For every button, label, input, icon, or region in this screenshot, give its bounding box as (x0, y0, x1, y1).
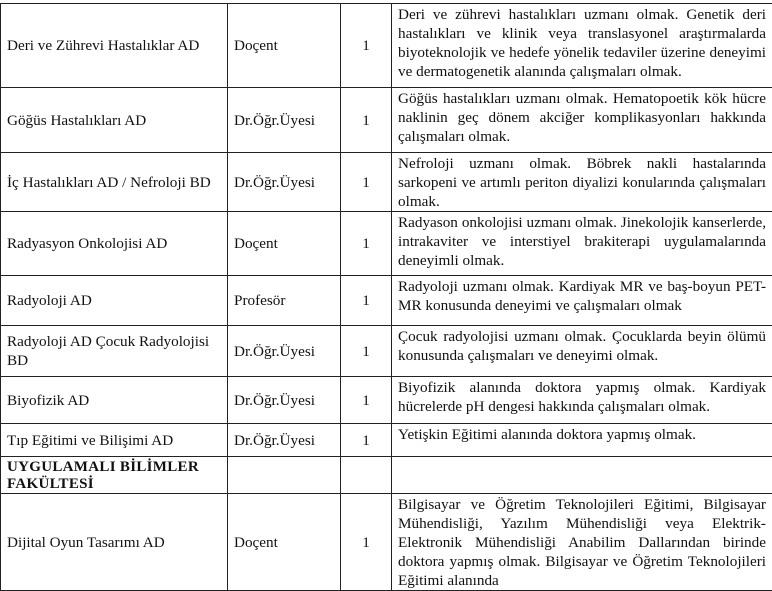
count-cell: 1 (341, 153, 392, 212)
title-cell: Doçent (228, 4, 341, 88)
count-cell: 1 (341, 276, 392, 326)
title-cell: Dr.Öğr.Üyesi (228, 424, 341, 457)
count-cell: 1 (341, 377, 392, 424)
count-cell: 1 (341, 88, 392, 153)
table-row (1, 212, 772, 276)
requirements-cell: Radyason onkolojisi uzmanı olmak. Jinekolojik kanserlerde, intrakaviter ve interstiyel brakiterapi uygulamalarında deneyimli olmak. (392, 212, 772, 276)
count-cell (341, 457, 392, 494)
table-row (1, 326, 772, 377)
requirements-cell: Nefroloji uzmanı olmak. Böbrek nakli hastalarında sarkopeni ve artımlı periton diyalizi konularında çalışmaları olmak. (392, 153, 772, 212)
requirements-cell: Göğüs hastalıkları uzmanı olmak. Hematopoetik kök hücre naklinin geç dönem akciğer komplikasyonları hakkında çalışmaları olmak. (392, 88, 772, 153)
requirements-cell: Bilgisayar ve Öğretim Teknolojileri Eğitimi, Bilgisayar Mühendisliği, Yazılım Mühendisliği veya Elektrik-Elektronik Mühendisliği Anabilim Dallarından birinde doktora yapmış olmak. Bilgisayar ve Öğretim Teknolojileri Eğitimi alanında (392, 494, 772, 591)
title-cell: Dr.Öğr.Üyesi (228, 153, 341, 212)
title-cell: Profesör (228, 276, 341, 326)
requirements-cell: Radyoloji uzmanı olmak. Kardiyak MR ve baş-boyun PET-MR konusunda deneyimi ve çalışmaları olmak (392, 276, 772, 326)
department-cell: Göğüs Hastalıkları AD (1, 88, 228, 153)
department-cell: Radyasyon Onkolojisi AD (1, 212, 228, 276)
table-row (1, 424, 772, 457)
department-cell: Tıp Eğitimi ve Bilişimi AD (1, 424, 228, 457)
count-cell: 1 (341, 494, 392, 591)
department-cell: Radyoloji AD (1, 276, 228, 326)
department-cell: Biyofizik AD (1, 377, 228, 424)
faculty-header-row (1, 457, 772, 494)
count-cell: 1 (341, 4, 392, 88)
title-cell: Dr.Öğr.Üyesi (228, 326, 341, 377)
title-cell: Dr.Öğr.Üyesi (228, 88, 341, 153)
count-cell: 1 (341, 212, 392, 276)
department-cell: İç Hastalıkları AD / Nefroloji BD (1, 153, 228, 212)
title-cell: Dr.Öğr.Üyesi (228, 377, 341, 424)
requirements-cell: Biyofizik alanında doktora yapmış olmak. Kardiyak hücrelerde pH dengesi hakkında çalışmaları olmak. (392, 377, 772, 424)
count-cell: 1 (341, 424, 392, 457)
department-cell: Radyoloji AD Çocuk Radyolojisi BD (1, 326, 228, 377)
table-row (1, 494, 772, 591)
table-row (1, 276, 772, 326)
requirements-cell (392, 457, 772, 494)
title-cell: Doçent (228, 494, 341, 591)
table-row (1, 377, 772, 424)
requirements-cell: Çocuk radyolojisi uzmanı olmak. Çocuklarda beyin ölümü konusunda çalışmaları ve deneyimi olmak. (392, 326, 772, 377)
title-cell (228, 457, 341, 494)
requirements-cell: Deri ve zührevi hastalıkları uzmanı olmak. Genetik deri hastalıkları ve klinik veya translasyonel araştırmalarda biyoteknolojik ve hedefe yönelik tedaviler üzerine deneyimi ve dermatogenetik alanında çalışmaları olmak. (392, 4, 772, 88)
table-row (1, 4, 772, 88)
department-cell: Dijital Oyun Tasarımı AD (1, 494, 228, 591)
positions-table (0, 3, 772, 591)
faculty-heading: UYGULAMALI BİLİMLER FAKÜLTESİ (1, 457, 228, 494)
table-row (1, 88, 772, 153)
department-cell: Deri ve Zührevi Hastalıklar AD (1, 4, 228, 88)
count-cell: 1 (341, 326, 392, 377)
table-row (1, 153, 772, 212)
requirements-cell: Yetişkin Eğitimi alanında doktora yapmış olmak. (392, 424, 772, 457)
title-cell: Doçent (228, 212, 341, 276)
